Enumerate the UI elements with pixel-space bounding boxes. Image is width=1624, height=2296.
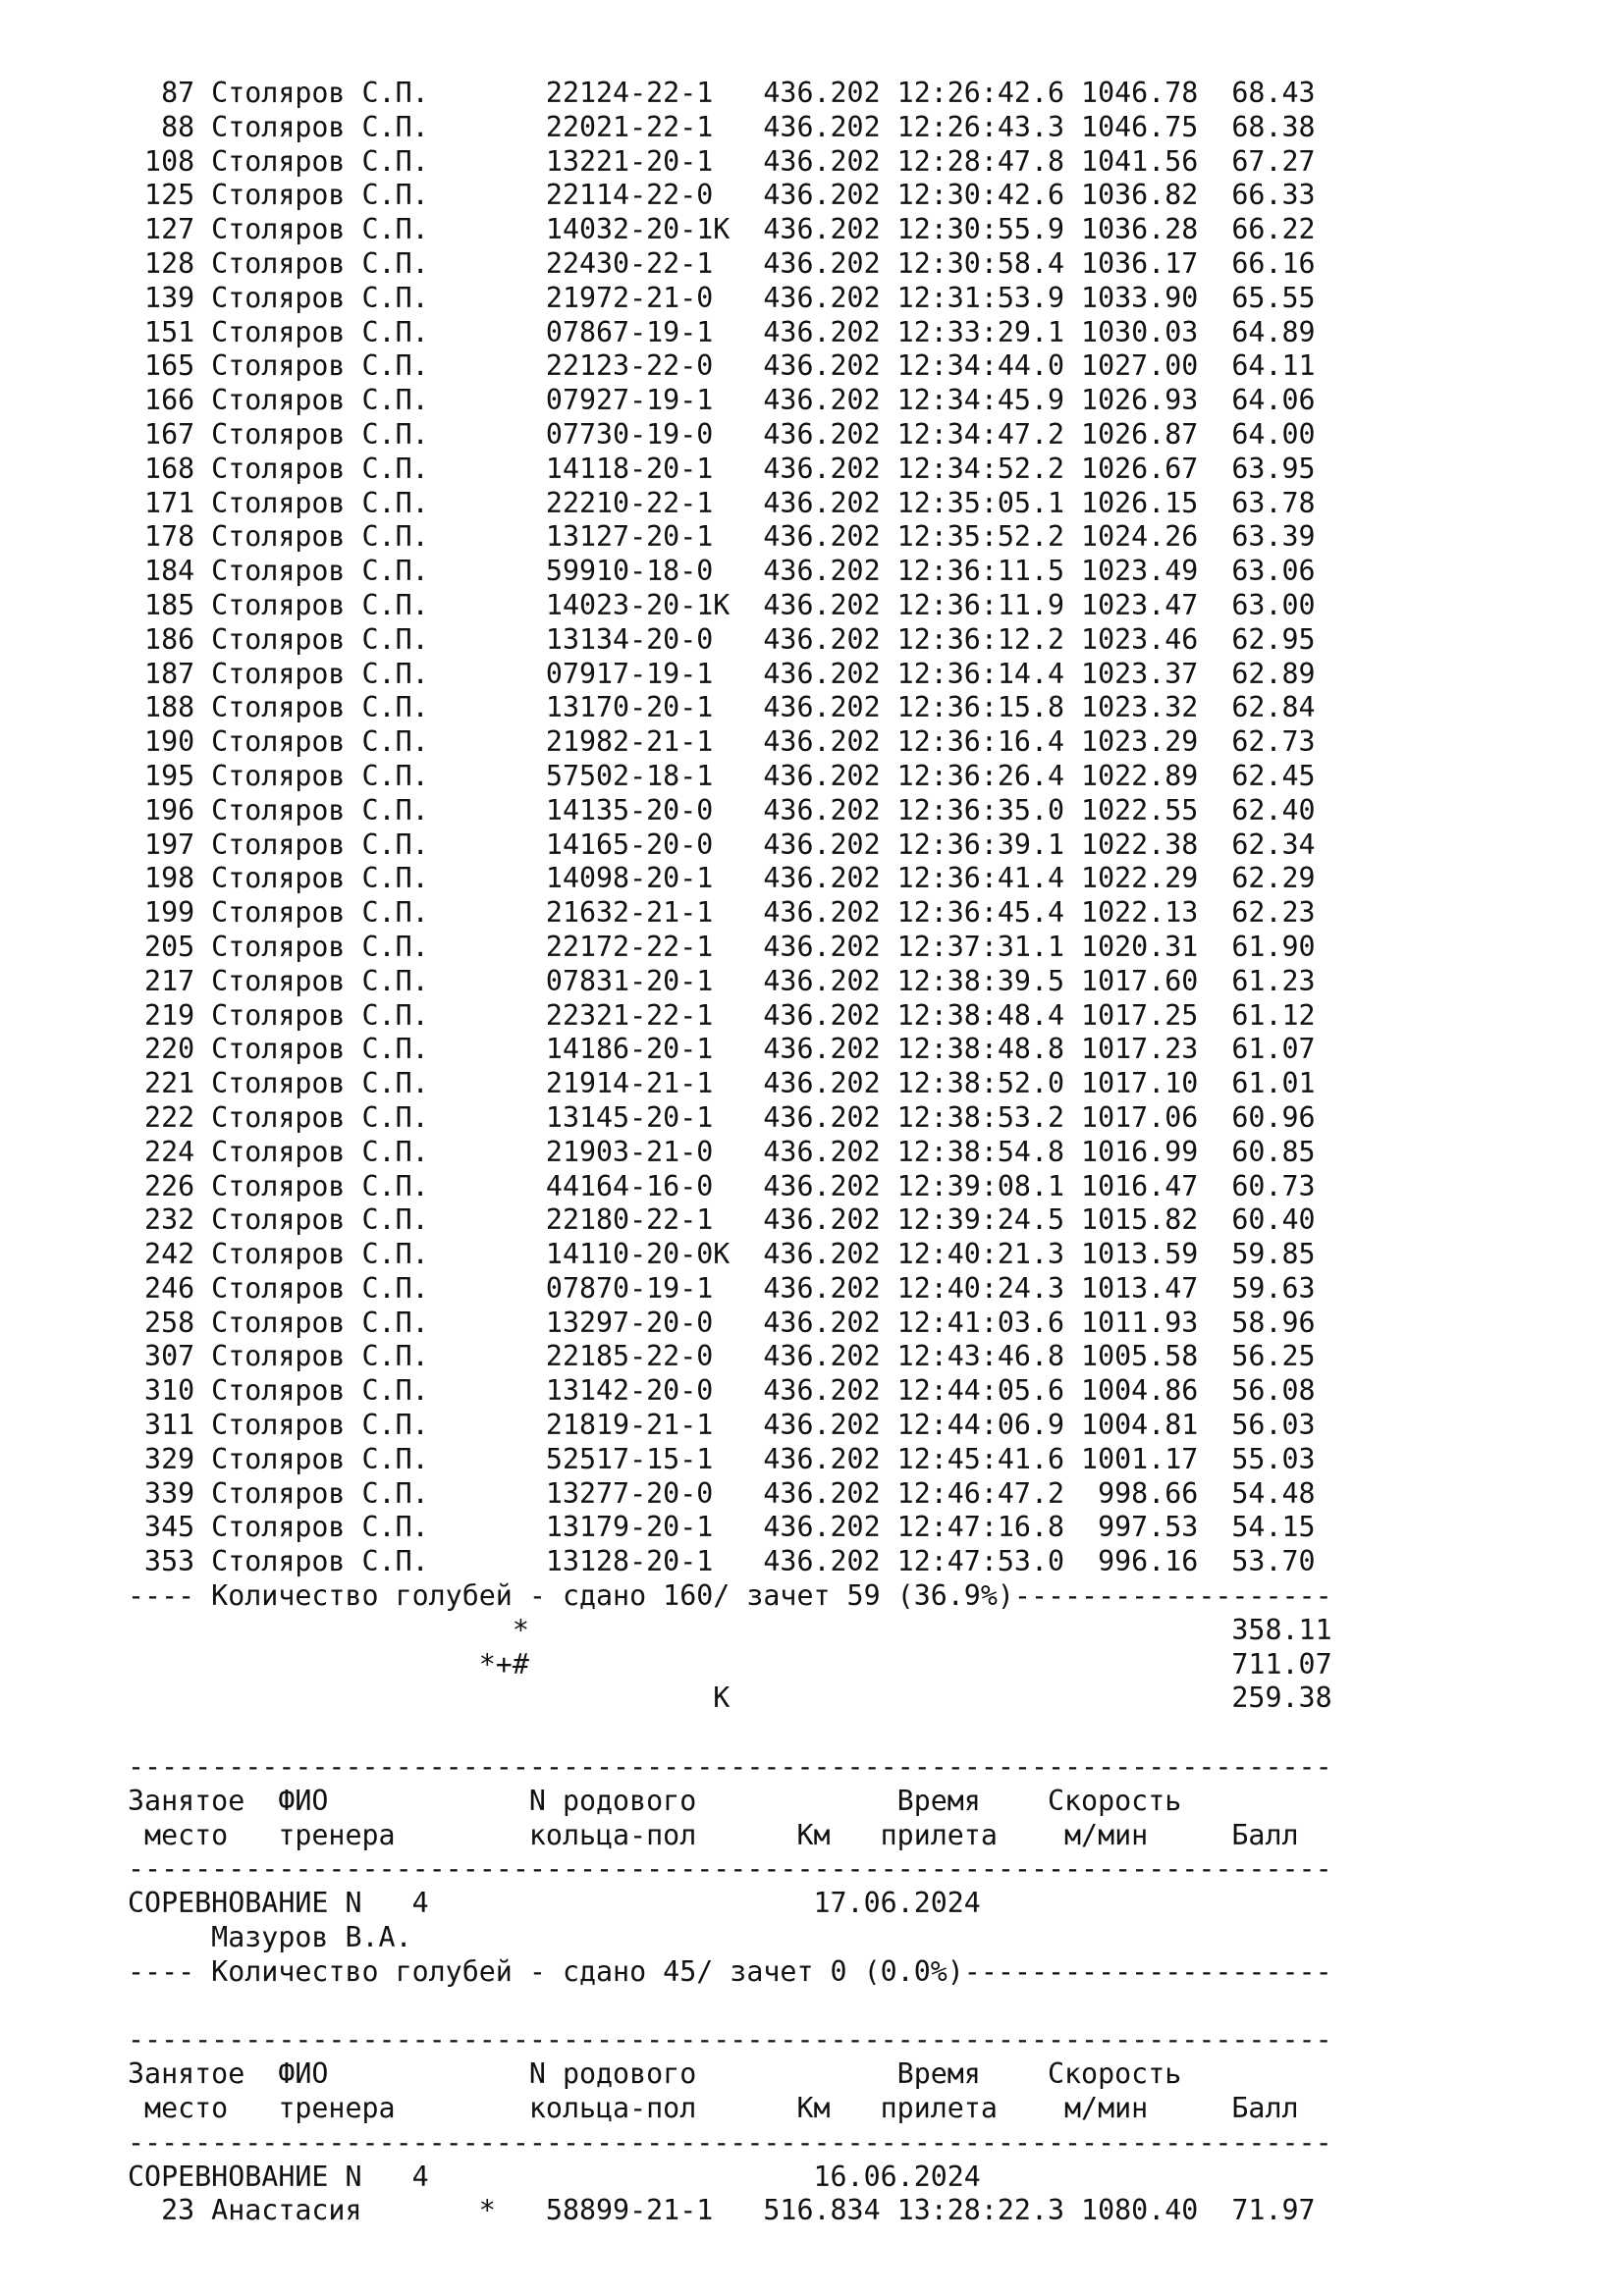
report-line: 186 Столяров С.П. 13134-20-0 436.202 12:36:12.2 1023.46 62.95 (128, 622, 1316, 656)
report-line: 128 Столяров С.П. 22430-22-1 436.202 12:30:58.4 1036.17 66.16 (128, 246, 1316, 280)
report-line: 87 Столяров С.П. 22124-22-1 436.202 12:26:42.6 1046.78 68.43 (128, 77, 1316, 109)
report-line: 310 Столяров С.П. 13142-20-0 436.202 12:44:05.6 1004.86 56.08 (128, 1374, 1316, 1408)
report-line: место тренера кольца-пол Км прилета м/мин Балл (128, 2092, 1299, 2125)
report-line: 165 Столяров С.П. 22123-22-0 436.202 12:34:44.0 1027.00 64.11 (128, 349, 1316, 383)
report-line: 139 Столяров С.П. 21972-21-0 436.202 12:31:53.9 1033.90 65.55 (128, 281, 1316, 314)
report-line: 221 Столяров С.П. 21914-21-1 436.202 12:38:52.0 1017.10 61.01 (128, 1067, 1316, 1100)
report-line (128, 1716, 1332, 1750)
report-line: 311 Столяров С.П. 21819-21-1 436.202 12:44:06.9 1004.81 56.03 (128, 1409, 1316, 1442)
report-line: Занятое ФИО N родового Время Скорость (128, 1784, 1182, 1817)
report-line: 185 Столяров С.П. 14023-20-1К 436.202 12:36:11.9 1023.47 63.00 (128, 588, 1316, 621)
report-line: 339 Столяров С.П. 13277-20-0 436.202 12:46:47.2 998.66 54.48 (128, 1476, 1316, 1510)
report-line: ---- Количество голубей - сдано 160/ зачет 59 (36.9%)------------------- (128, 1579, 1332, 1613)
report-line: K 259.38 (128, 1682, 1332, 1715)
report-line: 168 Столяров С.П. 14118-20-1 436.202 12:34:52.2 1026.67 63.95 (128, 452, 1316, 485)
report-line: 184 Столяров С.П. 59910-18-0 436.202 12:36:11.5 1023.49 63.06 (128, 555, 1316, 588)
report-line: 197 Столяров С.П. 14165-20-0 436.202 12:36:39.1 1022.38 62.34 (128, 828, 1316, 861)
report-line: ---- Количество голубей - сдано 45/ зачет 0 (0.0%)---------------------- (128, 1954, 1332, 1988)
report-line: Мазуров В.А. (128, 1921, 412, 1954)
report-line: 246 Столяров С.П. 07870-19-1 436.202 12:40:24.3 1013.47 59.63 (128, 1271, 1316, 1305)
report-line: 171 Столяров С.П. 22210-22-1 436.202 12:35:05.1 1026.15 63.78 (128, 486, 1316, 519)
results-printout (128, 77, 1332, 2228)
report-line: 222 Столяров С.П. 13145-20-1 436.202 12:38:53.2 1017.06 60.96 (128, 1100, 1316, 1134)
report-line: 199 Столяров С.П. 21632-21-1 436.202 12:36:45.4 1022.13 62.23 (128, 896, 1316, 930)
report-line: Занятое ФИО N родового Время Скорость (128, 2057, 1182, 2091)
report-line: 220 Столяров С.П. 14186-20-1 436.202 12:38:48.8 1017.23 61.07 (128, 1033, 1316, 1066)
report-line: ------------------------------------------------------------------------ (128, 1750, 1332, 1784)
report-line: 125 Столяров С.П. 22114-22-0 436.202 12:30:42.6 1036.82 66.33 (128, 179, 1316, 212)
report-line: место тренера кольца-пол Км прилета м/мин Балл (128, 1818, 1299, 1851)
report-line (128, 1990, 1332, 2024)
report-line: 166 Столяров С.П. 07927-19-1 436.202 12:34:45.9 1026.93 64.06 (128, 384, 1316, 417)
report-line: 258 Столяров С.П. 13297-20-0 436.202 12:41:03.6 1011.93 58.96 (128, 1306, 1316, 1339)
report-line: * 358.11 (128, 1613, 1332, 1646)
report-line: 353 Столяров С.П. 13128-20-1 436.202 12:47:53.0 996.16 53.70 (128, 1545, 1316, 1578)
report-line: 226 Столяров С.П. 44164-16-0 436.202 12:39:08.1 1016.47 60.73 (128, 1169, 1316, 1202)
report-line: 198 Столяров С.П. 14098-20-1 436.202 12:36:41.4 1022.29 62.29 (128, 862, 1316, 895)
report-line: 307 Столяров С.П. 22185-22-0 436.202 12:43:46.8 1005.58 56.25 (128, 1340, 1316, 1373)
report-line: 329 Столяров С.П. 52517-15-1 436.202 12:45:41.6 1001.17 55.03 (128, 1442, 1316, 1475)
report-line: 127 Столяров С.П. 14032-20-1К 436.202 12:30:55.9 1036.28 66.22 (128, 213, 1316, 246)
report-line: 217 Столяров С.П. 07831-20-1 436.202 12:38:39.5 1017.60 61.23 (128, 964, 1316, 997)
report-line: 23 Анастасия * 58899-21-1 516.834 13:28:22.3 1080.40 71.97 (128, 2194, 1316, 2227)
report-line: *+# 711.07 (128, 1647, 1332, 1681)
report-line: 196 Столяров С.П. 14135-20-0 436.202 12:36:35.0 1022.55 62.40 (128, 793, 1316, 827)
report-line: 188 Столяров С.П. 13170-20-1 436.202 12:36:15.8 1023.32 62.84 (128, 691, 1316, 724)
report-line: СОРЕВНОВАНИЕ N 4 17.06.2024 (128, 1887, 981, 1920)
report-line: СОРЕВНОВАНИЕ N 4 16.06.2024 (128, 2160, 981, 2193)
report-line: 232 Столяров С.П. 22180-22-1 436.202 12:39:24.5 1015.82 60.40 (128, 1203, 1316, 1237)
report-line: 190 Столяров С.П. 21982-21-1 436.202 12:36:16.4 1023.29 62.73 (128, 725, 1316, 759)
report-line: 187 Столяров С.П. 07917-19-1 436.202 12:36:14.4 1023.37 62.89 (128, 657, 1316, 690)
report-line: 205 Столяров С.П. 22172-22-1 436.202 12:37:31.1 1020.31 61.90 (128, 930, 1316, 963)
report-line: 178 Столяров С.П. 13127-20-1 436.202 12:35:52.2 1024.26 63.39 (128, 520, 1316, 554)
report-line: 219 Столяров С.П. 22321-22-1 436.202 12:38:48.4 1017.25 61.12 (128, 998, 1316, 1032)
report-line: 195 Столяров С.П. 57502-18-1 436.202 12:36:26.4 1022.89 62.45 (128, 759, 1316, 792)
report-line: 242 Столяров С.П. 14110-20-0К 436.202 12:40:21.3 1013.59 59.85 (128, 1238, 1316, 1271)
report-line: ------------------------------------------------------------------------ (128, 1852, 1332, 1886)
report-line: 151 Столяров С.П. 07867-19-1 436.202 12:33:29.1 1030.03 64.89 (128, 315, 1316, 348)
report-line: 345 Столяров С.П. 13179-20-1 436.202 12:47:16.8 997.53 54.15 (128, 1511, 1316, 1544)
report-line: 167 Столяров С.П. 07730-19-0 436.202 12:34:47.2 1026.87 64.00 (128, 417, 1316, 451)
report-line: ------------------------------------------------------------------------ (128, 2125, 1332, 2159)
report-line: ------------------------------------------------------------------------ (128, 2023, 1332, 2056)
report-line: 224 Столяров С.П. 21903-21-0 436.202 12:38:54.8 1016.99 60.85 (128, 1135, 1316, 1168)
report-line: 88 Столяров С.П. 22021-22-1 436.202 12:26:43.3 1046.75 68.38 (128, 110, 1316, 143)
report-line: 108 Столяров С.П. 13221-20-1 436.202 12:28:47.8 1041.56 67.27 (128, 144, 1316, 178)
